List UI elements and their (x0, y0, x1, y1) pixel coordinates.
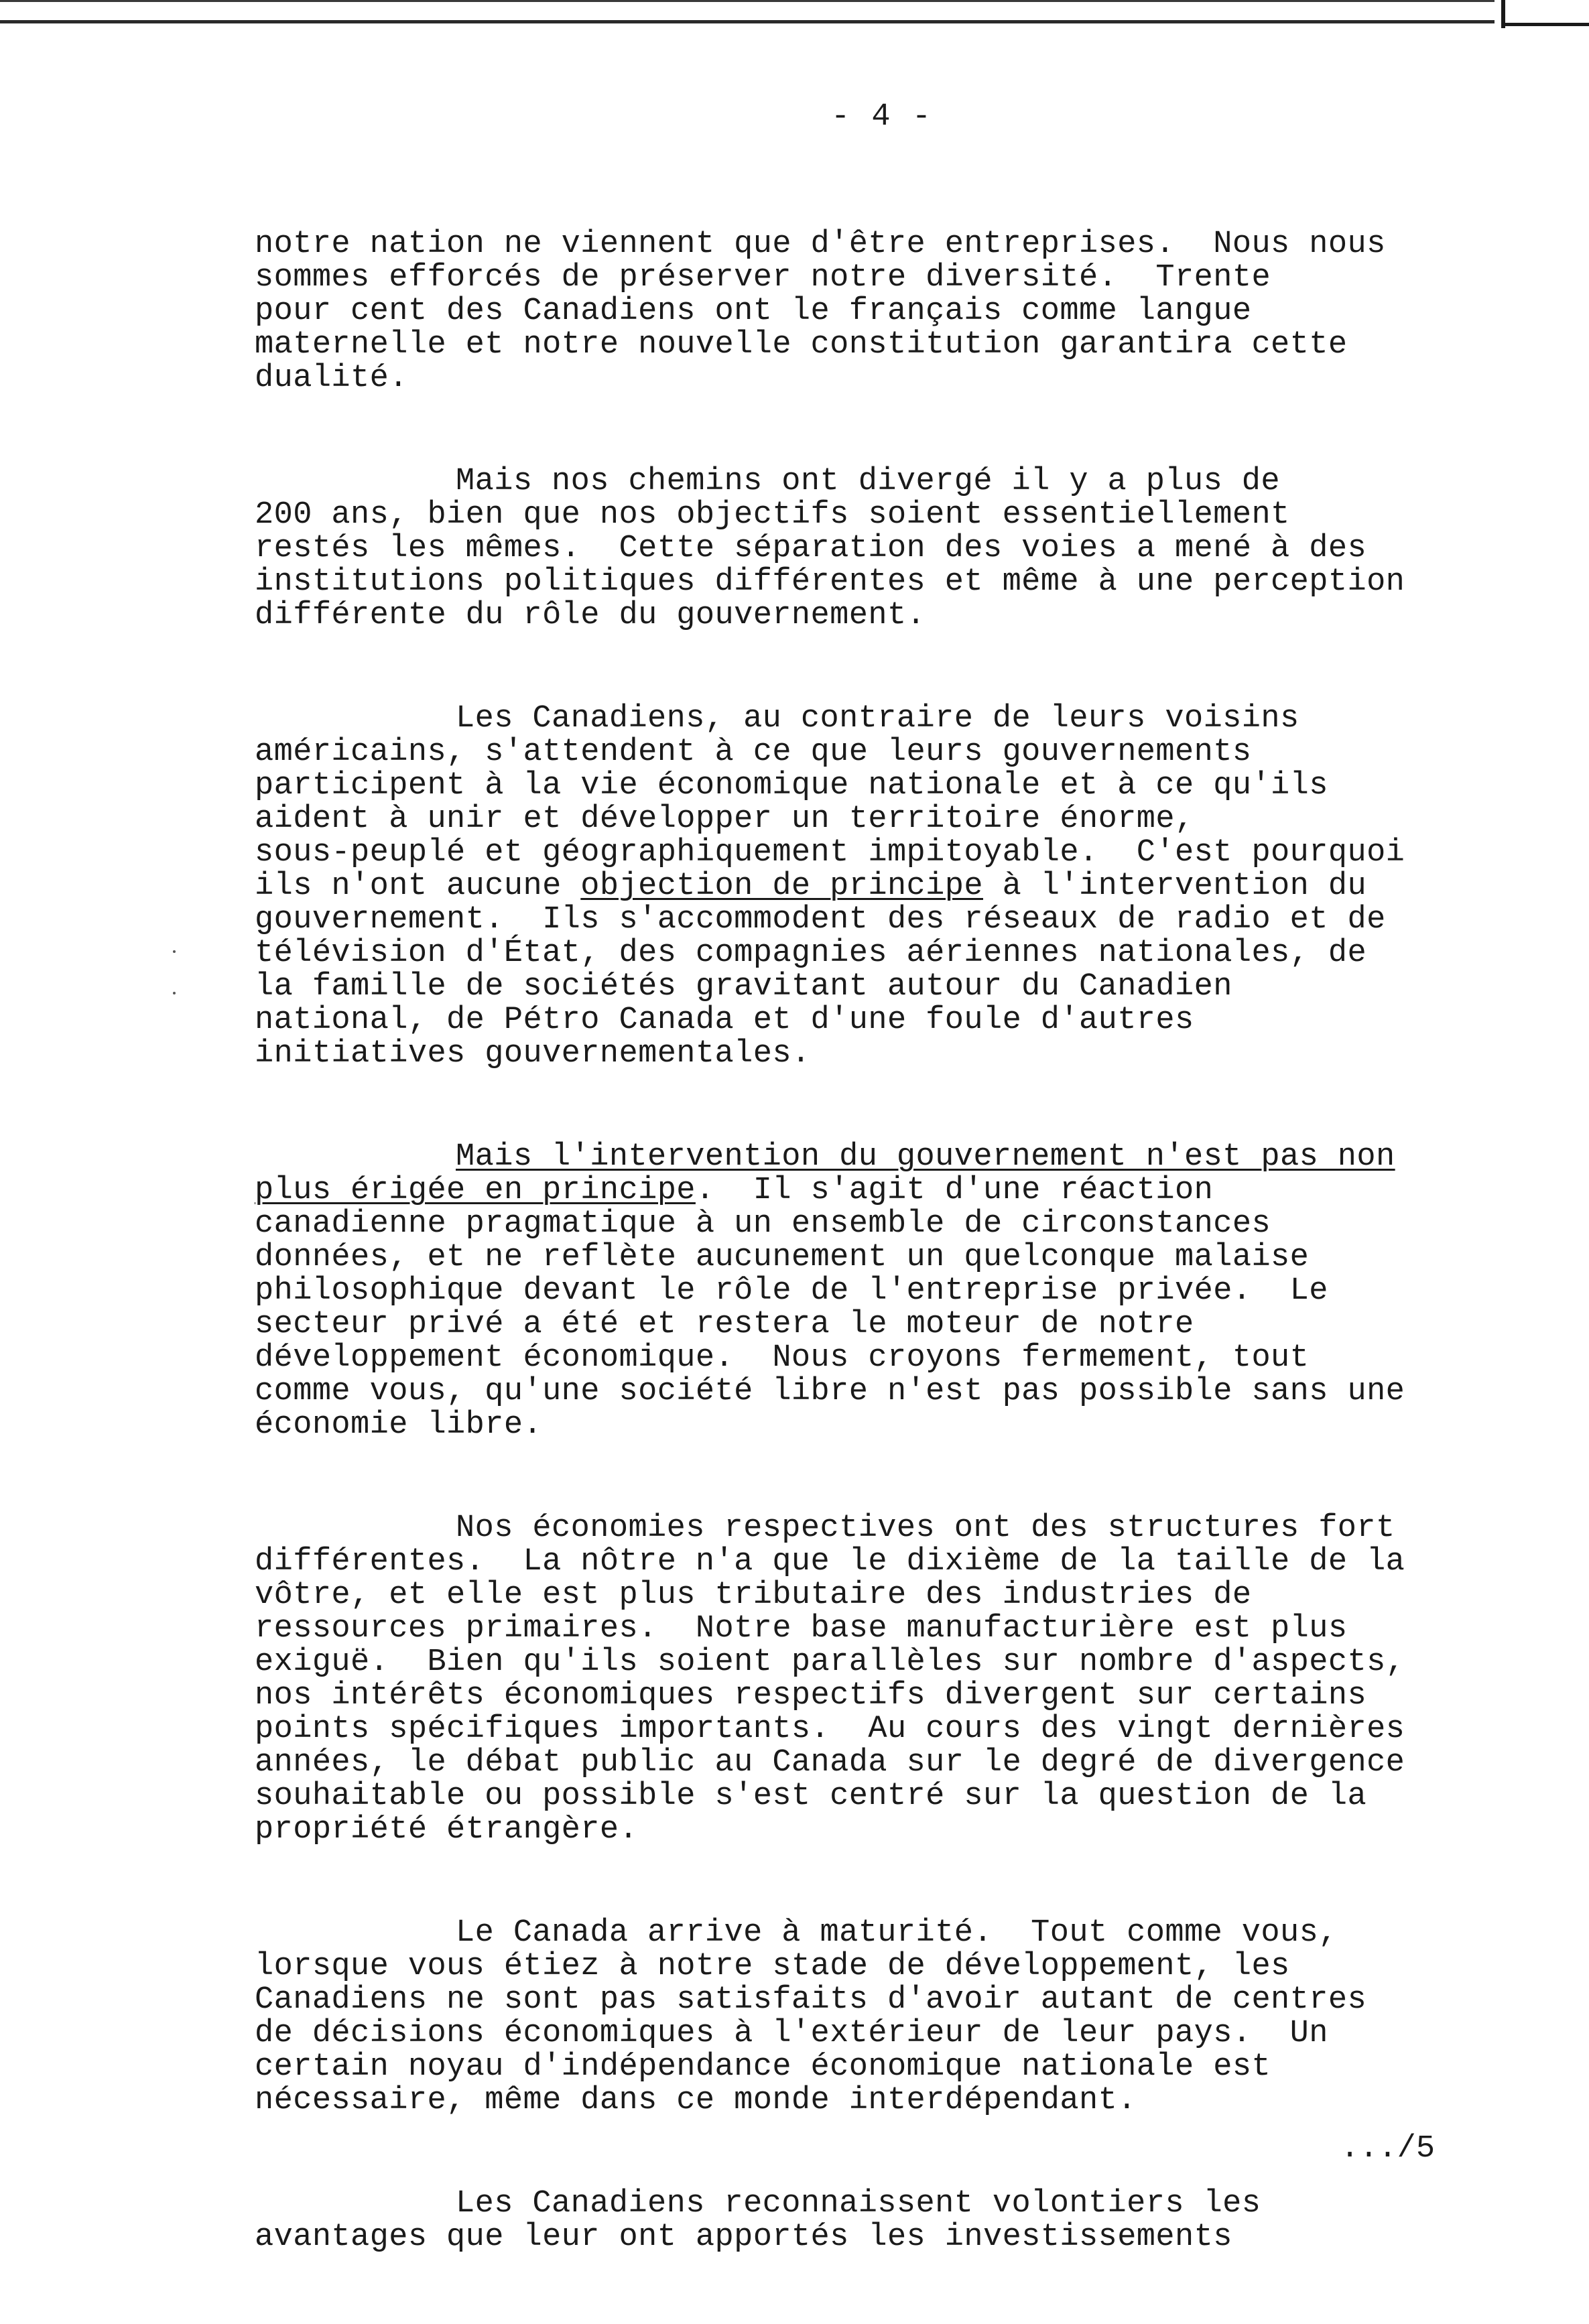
text-line: propriété étrangère. (255, 1812, 639, 1848)
text-line: secteur privé a été et restera le moteur de notre (255, 1307, 1194, 1342)
text-line: années, le débat public au Canada sur le degré de divergence (255, 1745, 1405, 1781)
text-line: Canadiens ne sont pas satisfaits d'avoir autant de centres (255, 1982, 1367, 2018)
text-line: exiguë. Bien qu'ils soient parallèles sur nombre d'aspects, (255, 1644, 1405, 1680)
paragraph (255, 2187, 1495, 2254)
text-line: restés les mêmes. Cette séparation des voies a mené à des (255, 531, 1367, 566)
text-line: national, de Pétro Canada et d'une foule d'autres (255, 1003, 1194, 1038)
text-line: pour cent des Canadiens ont le français comme langue (255, 294, 1252, 329)
paragraph (255, 228, 1495, 395)
text-line: données, et ne reflète aucunement un quelconque malaise (255, 1240, 1310, 1275)
scan-top-border (0, 0, 1495, 2)
text-line: sommes efforcés de préserver notre diversité. Trente (255, 260, 1271, 296)
scan-speck (173, 950, 176, 953)
text-line: points spécifiques importants. Au cours des vingt dernières (255, 1712, 1405, 1747)
text-line: Les Canadiens, au contraire de leurs voisins (456, 701, 1299, 736)
text-line: aident à unir et développer un territoire énorme, (255, 801, 1194, 837)
text-line: philosophique devant le rôle de l'entreprise privée. Le (255, 1273, 1328, 1309)
text-line: différentes. La nôtre n'a que le dixième de la taille de la (255, 1544, 1405, 1579)
text-line: 200 ans, bien que nos objectifs soient essentiellement (255, 497, 1290, 533)
text-line: nécessaire, même dans ce monde interdépendant. (255, 2083, 1137, 2118)
text-line: notre nation ne viennent que d'être entreprises. Nous nous (255, 227, 1386, 262)
text-segment: . Il s'agit d'une réaction (695, 1173, 1214, 1208)
text-line: lorsque vous étiez à notre stade de développement, les (255, 1949, 1290, 1984)
text-line: télévision d'État, des compagnies aériennes nationales, de (255, 935, 1367, 971)
text-line: gouvernement. Ils s'accommodent des réseaux de radio et de (255, 902, 1386, 938)
text-line-with-underline (255, 870, 1495, 903)
text-line: maternelle et notre nouvelle constitution garantira cette (255, 327, 1348, 363)
continuation-marker: .../5 (1340, 2131, 1436, 2167)
text-line-with-underline (255, 1141, 1495, 1174)
text-line: développement économique. Nous croyons fermement, tout (255, 1340, 1310, 1376)
text-line: de décisions économiques à l'extérieur de leur pays. Un (255, 2016, 1328, 2051)
text-line: initiatives gouvernementales. (255, 1036, 811, 1072)
text-line: Les Canadiens reconnaissent volontiers les (456, 2186, 1261, 2221)
text-line: différente du rôle du gouvernement. (255, 598, 926, 633)
underlined-phrase: objection de principe (580, 868, 983, 904)
text-line: vôtre, et elle est plus tributaire des industries de (255, 1577, 1252, 1613)
text-segment: à l'intervention du (982, 868, 1367, 904)
document-body (255, 228, 1495, 2324)
text-line: certain noyau d'indépendance économique nationale est (255, 2049, 1271, 2085)
text-line: dualité. (255, 361, 408, 396)
text-line: Le Canada arrive à maturité. Tout comme vous, (456, 1915, 1338, 1951)
underlined-phrase: Mais l'intervention du gouvernement n'est pas non (456, 1139, 1395, 1175)
paragraph (255, 465, 1495, 633)
page-number: - 4 - (831, 99, 933, 135)
paragraph (255, 1141, 1495, 1442)
text-line: Mais nos chemins ont divergé il y a plus de (456, 464, 1280, 499)
text-line: économie libre. (255, 1407, 543, 1443)
text-line: canadienne pragmatique à un ensemble de circonstances (255, 1206, 1271, 1242)
corner-rule (1501, 23, 1589, 26)
text-line: ressources primaires. Notre base manufacturière est plus (255, 1611, 1348, 1647)
paragraph (255, 702, 1495, 1071)
text-line: la famille de sociétés gravitant autour du Canadien (255, 969, 1232, 1005)
text-line: institutions politiques différentes et même à une perception (255, 564, 1405, 600)
text-line-with-underline (255, 1174, 1495, 1208)
text-segment: ils n'ont aucune (255, 868, 581, 904)
page-top-rule (0, 20, 1495, 23)
paragraph (255, 1512, 1495, 1847)
text-line: avantages que leur ont apportés les investissements (255, 2219, 1232, 2255)
underlined-phrase: plus érigée en principe (255, 1173, 696, 1208)
text-line: sous-peuplé et géographiquement impitoyable. C'est pourquoi (255, 835, 1405, 870)
paragraph (255, 1917, 1495, 2118)
text-line: nos intérêts économiques respectifs divergent sur certains (255, 1678, 1367, 1714)
text-line: Nos économies respectives ont des structures fort (456, 1510, 1395, 1546)
scan-speck (173, 992, 176, 994)
text-line: comme vous, qu'une société libre n'est pas possible sans une (255, 1374, 1405, 1409)
text-line: américains, s'attendent à ce que leurs gouvernements (255, 734, 1252, 770)
text-line: souhaitable ou possible s'est centré sur la question de la (255, 1779, 1367, 1814)
text-line: participent à la vie économique nationale et à ce qu'ils (255, 768, 1328, 803)
